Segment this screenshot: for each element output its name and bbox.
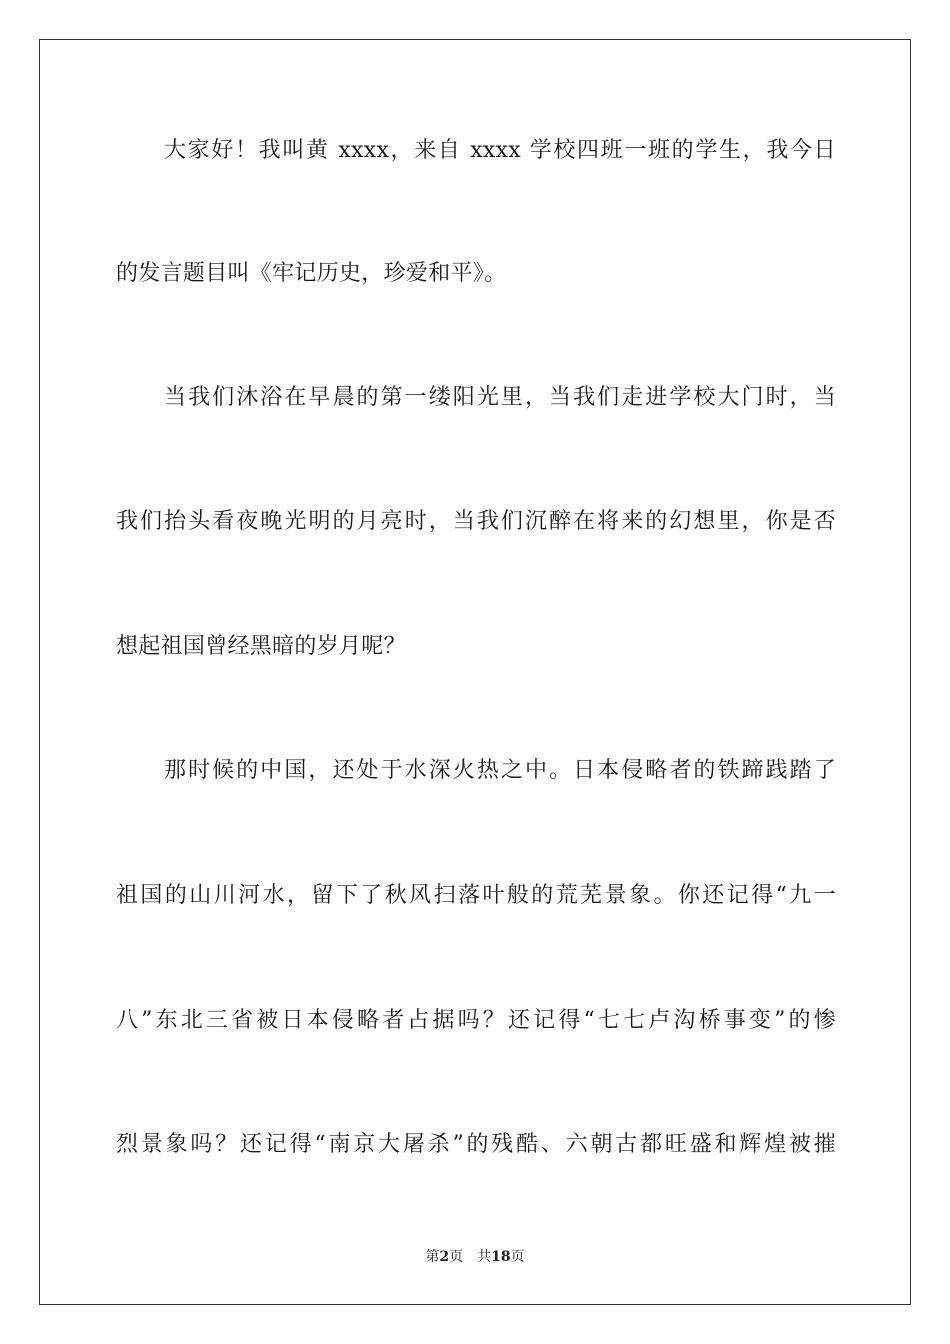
paragraph-2-line-1: 当我们沐浴在早晨的第一缕阳光里，当我们走进学校大门时，当 [164,385,836,410]
footer-page-number: 2 [439,1249,450,1265]
paragraph-1-line-2: 的发言题目叫《牢记历史，珍爱和平》。 [116,261,507,286]
footer-total-suffix: 页 [510,1249,525,1265]
paragraph-2-line-2: 我们抬头看夜晚光明的月亮时，当我们沉醉在将来的幻想里，你是否 [116,509,836,534]
paragraph-3-line-3: 八”东北三省被日本侵略者占据吗？还记得“七七卢沟桥事变”的惨 [116,1008,836,1033]
paragraph-3-line-4: 烈景象吗？还记得“南京大屠杀”的残酷、六朝古都旺盛和辉煌被摧 [116,1132,836,1157]
page-footer [0,1248,950,1266]
footer-total-pages: 18 [491,1249,511,1265]
footer-page-prefix: 第 [425,1249,440,1265]
page-border [39,39,911,1305]
paragraph-2-line-3: 想起祖国曾经黑暗的岁月呢？ [116,634,406,659]
paragraph-1-line-1: 大家好！我叫黄 xxxx，来自 xxxx 学校四班一班的学生，我今日 [164,138,836,163]
paragraph-3-line-1: 那时候的中国，还处于水深火热之中。日本侵略者的铁蹄践踏了 [164,758,836,783]
footer-page-suffix: 页 [449,1249,464,1265]
footer-total-prefix: 共 [477,1249,492,1265]
paragraph-3-line-2: 祖国的山川河水，留下了秋风扫落叶般的荒芜景象。你还记得“九一 [116,883,836,908]
